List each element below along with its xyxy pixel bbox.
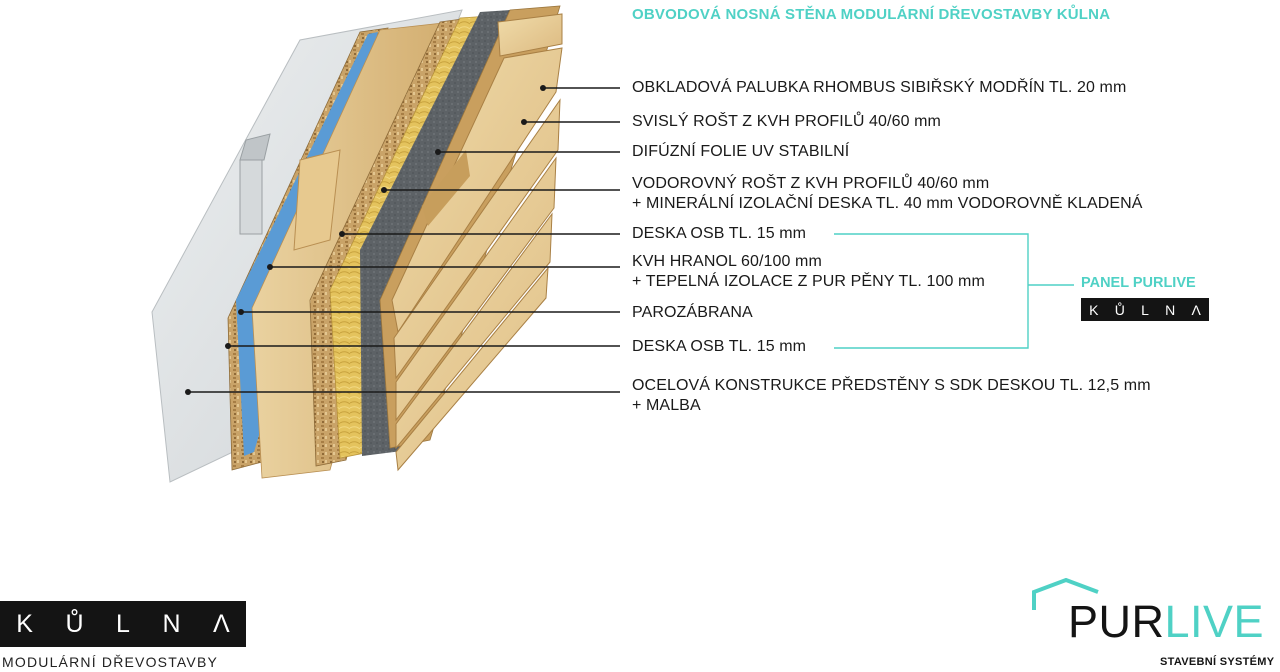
kulna-panel-logo: K Ů L N Λ — [1081, 298, 1209, 321]
label-outer-osb: DESKA OSB TL. 15 mm — [632, 225, 807, 242]
panel-title: PANEL PURLIVE — [1081, 275, 1196, 291]
purlive-logo: PURLIVE — [1068, 596, 1265, 647]
label-cladding: OBKLADOVÁ PALUBKA RHOMBUS SIBIŘSKÝ MODŘÍN TL. 20 mm — [632, 79, 1127, 96]
label-vertical-batten: SVISLÝ ROŠT Z KVH PROFILŮ 40/60 mm — [632, 113, 941, 130]
label-kvh-timber: KVH HRANOL 60/100 mm + TEPELNÁ IZOLACE Z PUR PĚNY TL. 100 mm — [632, 253, 985, 290]
label-vapor-barrier: PAROZÁBRANA — [632, 304, 753, 321]
label-diffusion-foil: DIFÚZNÍ FOLIE UV STABILNÍ — [632, 143, 850, 160]
steel-profile-post — [240, 160, 262, 234]
label-inner-osb: DESKA OSB TL. 15 mm — [632, 338, 807, 355]
kulna-logo: K Ů L N Λ — [0, 601, 246, 647]
label-horizontal-batten: VODOROVNÝ ROŠT Z KVH PROFILŮ 40/60 mm + MINERÁLNÍ IZOLAČNÍ DESKA TL. 40 mm VODOROVNĚ KLADENÁ — [632, 175, 1143, 212]
kulna-subtitle: MODULÁRNÍ DŘEVOSTAVBY — [2, 654, 219, 670]
diagram-title: OBVODOVÁ NOSNÁ STĚNA MODULÁRNÍ DŘEVOSTAVBY KŮLNA — [632, 6, 1111, 23]
purlive-subtitle: STAVEBNÍ SYSTÉMY — [1160, 656, 1275, 668]
label-steel-drywall: OCELOVÁ KONSTRUKCE PŘEDSTĚNY S SDK DESKOU TL. 12,5 mm + MALBA — [632, 377, 1151, 414]
